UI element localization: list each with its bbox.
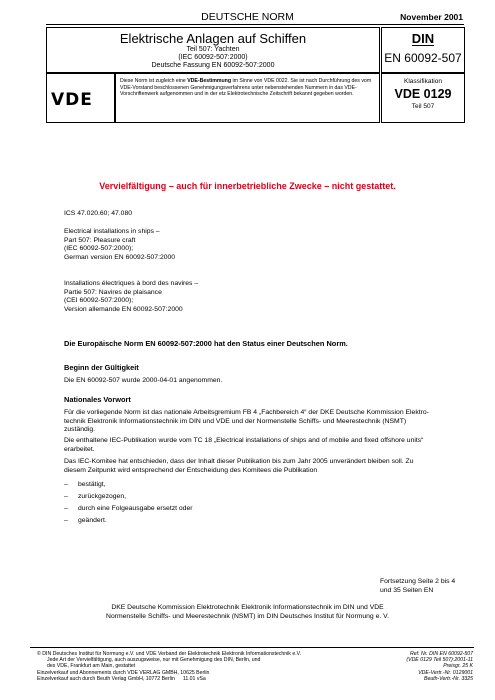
dke-responsible: DKE Deutsche Kommission Elektrotechnik Elektronik Informationstechnik im DIN und VDE Normenstelle Schiffs- und Meerestechnik (NSMT) im DIN Deutsches Institut für Normung e. V. [106, 604, 389, 620]
publication-date: November 2001 [400, 12, 463, 22]
vde-logo-box [46, 73, 115, 123]
status-statement: Die Europäische Norm EN 60092-507:2000 hat den Status einer Deutschen Norm. [64, 339, 348, 348]
foreword-paragraph-3: Das IEC-Komitee hat entschieden, dass der Inhalt dieser Publikation bis zum Jahr 2005 unverändert bleiben soll. Zu diesem Zeitpunkt wird entsprechend der Entscheidung des Komitees die Publikation [64, 458, 414, 474]
vde-logo: VDE [51, 90, 93, 110]
footer-copyright: © DIN Deutsches Institut für Normung e.V. und VDE Verband der Elektrotechnik Elektronik Informationstechnik e.V. Jede Art der Vervielfältigung, auch auszugsweise, nur mit Genehmigung des DIN, Berlin, und des VDE, Frankfurt am Main, gestattet Einzelverkauf und Abonnements durch VDE VERLAG GMBH, 10625 Berlin Einzelverkauf auch durch Beuth Verlag GmbH, 10772 Berlin 11.01 vSa [37, 651, 302, 682]
document-subtitle-version: Deutsche Fassung EN 60092-507:2000 [151, 62, 275, 69]
din-block [381, 27, 465, 73]
list-item: – durch eine Folgeausgabe ersetzt oder [64, 505, 193, 512]
document-subtitle-part: Teil 507: Yachten [186, 46, 240, 53]
national-foreword-heading: Nationales Vorwort [64, 395, 131, 404]
title-block [46, 27, 380, 73]
foreword-paragraph-2: Die enthaltene IEC-Publikation wurde vom TC 18 „Electrical installations of ships and of mobile and fixed offshore units“ erarbeitet. [64, 437, 424, 453]
vde-bestimmung-label: VDE-Bestimmung [187, 78, 231, 84]
document-subtitle-iec: (IEC 60092-507:2000) [178, 54, 248, 61]
list-item: – geändert. [64, 517, 107, 524]
footer-rule [30, 647, 474, 648]
copy-warning: Vervielfältigung – auch für innerbetriebliche Zwecke – nicht gestattet. [99, 181, 396, 191]
classification-block [381, 73, 465, 123]
din-logo: DIN [411, 31, 435, 46]
standard-number: EN 60092-507 [384, 51, 462, 65]
norm-label: DEUTSCHE NORM [201, 11, 294, 23]
classification-number: VDE 0129 [394, 87, 452, 101]
ics-codes: ICS 47.020.60; 47.080 [64, 210, 133, 217]
vde-notice-box [115, 73, 380, 123]
validity-text: Die EN 60092-507 wurde 2000-04-01 angenommen. [64, 377, 223, 384]
foreword-paragraph-1: Für die vorliegende Norm ist das nationale Arbeitsgremium FB 4 „Fachbereich 4“ der DKE Deutsche Kommission Elektro- technik Elektronik Informationstechnik im DIN und VDE und der Normenstelle Schiffs- und Meerestechnik (NSMT) zuständig. [64, 409, 429, 434]
classification-label: Klassifikation [404, 78, 442, 85]
english-title: Electrical installations in ships – Part 507: Pleasure craft (IEC 60092-507:2000); German version EN 60092-507:2000 [64, 228, 176, 262]
french-title: Installations électriques à bord des navires – Partie 507: Navires de plaisance (CEI 60092-507:2000); Version allemande EN 60092-507:2000 [64, 280, 199, 314]
continuation-note: Fortsetzung Seite 2 bis 4 und 35 Seiten EN [380, 578, 456, 594]
vde-notice: Diese Norm ist zugleich eine VDE-Bestimmung im Sinne von VDE 0022. Sie ist nach Durchführung des vom VDE-Vorstand beschlossenen Genehmigungsverfahrens unter nebenstehenden Nummern in das VDE-Vorschriftenwerk aufgenommen und in der etz Elektrotechnische Zeitschrift bekannt gegeben worden. [120, 78, 372, 98]
classification-part: Teil 507 [411, 103, 435, 110]
validity-heading: Beginn der Gültigkeit [64, 363, 139, 372]
list-item: – zurückgezogen, [64, 493, 126, 500]
header-rule [46, 24, 464, 25]
document-title: Elektrische Anlagen auf Schiffen [119, 31, 307, 46]
footer-reference: Ref. Nr. DIN EN 60092-507 (VDE 0129 Teil 507):2001-11 Preisgr. 25 K VDE-Vertr.-Nr. 0129001 Beuth-Vertr.-Nr. 3325 [406, 651, 473, 682]
list-item: – bestätigt, [64, 481, 106, 488]
